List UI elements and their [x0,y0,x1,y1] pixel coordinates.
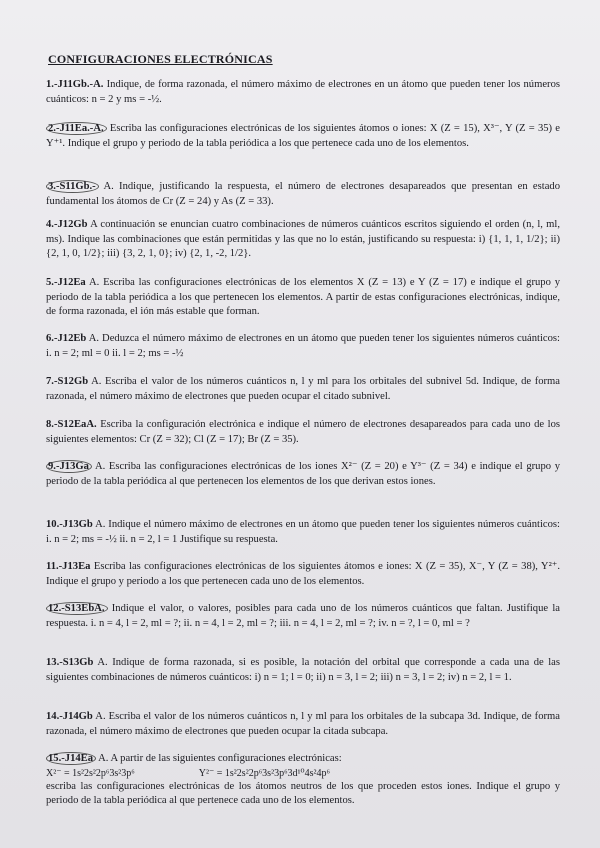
exercise-text: Escriba las configuraciones electrónicas de los siguientes átomos e iones: X (Z = 35), X⁻, Y (Z = 38), Y²⁺. Indique el grupo y periodo a los que pertenecen cada uno de los elementos. [46,561,561,587]
formula-x: X²⁻ = 1s²2s²2p⁶3s²3p⁶ [46,767,135,779]
exercise-text: Indique, de forma razonada, el número máximo de electrones en un átomo que pueden tener los números cuánticos: n = 2 y ms = -½. [46,79,560,105]
exercise-2 [46,122,560,151]
exercise-code: 10.-J13Gb [46,519,93,530]
exercise-text: Escriba las configuraciones electrónicas de los siguientes átomos o iones: X (Z = 15), X³⁻, Y (Z = 35) e Y⁺¹. Indique el grupo y periodo de la tabla periódica a los que pertenece cada uno de los elementos. [46,123,560,149]
exercise-code: 7.-S12Gb [46,376,89,387]
exercise-code: 6.-J12Eb [46,333,87,344]
exercise-text: A continuación se enuncian cuatro combinaciones de números cuánticos escritos siguiendo el orden (n, l, ml, ms). Indique las combinaciones que están permitidas y las que no lo están, justificando su respuesta: i) {1, 1, 1, 1/2}; ii) {2, 1, 0, 1/2}; iii) {3, 2, 1, 0}; iv) {2, 1, -2, 1/2}. [46,219,560,260]
exercise-code: 2.-J11Ea.-A. [46,122,107,135]
exercise-text: A. Indique de forma razonada, si es posible, la notación del orbital que corresponde a cada una de las siguientes combinaciones de números cuánticos: i) n = 1; l = 0; ii) n = 3, l = 2; iii) n = 3, l = 2; iv) n = 2, l = 1. [46,657,560,683]
formula-line [46,767,560,780]
exercise-text: A. Escriba el valor de los números cuánticos n, l y ml para los orbitales de la subcapa 3d. Indique, de forma razonada, el número máximo de electrones que pueden ocupar la citada subcapa. [46,711,560,737]
exercise-4 [46,218,560,262]
exercise-code: 8.-S12EaA. [46,419,97,430]
exercise-text: A. Escriba el valor de los números cuánticos n, l y ml para los orbitales del subnivel 5d. Indique, de forma razonada, el número máximo de electrones que pueden ocupar el citado subnivel. [46,376,560,402]
exercise-code: 3.-S11Gb.- [46,180,99,193]
exercise-code: 4.-J12Gb [46,219,88,230]
page-title: CONFIGURACIONES ELECTRÓNICAS [48,52,273,66]
exercise-code: 12.-S13EbA. [46,602,108,615]
exercise-text: Escriba la configuración electrónica e indique el número de electrones desapareados para cada uno de los siguientes elementos: Cr (Z = 32); Cl (Z = 17); Br (Z = 35). [46,419,560,445]
exercise-code: 14.-J14Gb [46,711,93,722]
exercise-text: Indique el valor, o valores, posibles para cada uno de los números cuánticos que faltan. Justifique la respuesta. i. n = 4, l = 2, ml = ?; ii. n = 4, l = 2, ml = ?; iii. n = 4, l = 2, ml = ?; iv. n = ?, l = 0, ml = ? [46,603,560,629]
exercise-code: 13.-S13Gb [46,657,94,668]
exercise-11 [46,560,560,589]
exercise-6 [46,332,560,361]
exercise-1 [46,78,560,107]
exercise-15 [46,752,560,809]
exercise-text: A. Indique, justificando la respuesta, el número de electrones desapareados que presentan en estado fundamental los átomos de Cr (Z = 24) y As (Z = 33). [46,181,560,207]
exercise-9 [46,460,560,489]
exercise-code: 9.-J13Ga [46,460,92,473]
formula-y: Y²⁻ = 1s²2s²2p⁶3s²3p⁶3d¹⁰4s²4p⁶ [198,767,330,779]
exercise-7 [46,375,560,404]
exercise-3 [46,180,560,209]
exercise-code: 5.-J12Ea [46,277,86,288]
exercise-text-after: escriba las configuraciones electrónicas de los átomos neutros de los que proceden estos iones. Indique el grupo y periodo de la tabla periódica al que pertenece cada uno de los elementos. [46,780,560,807]
exercise-code: 15.-J14Ea [46,752,96,765]
exercise-text: A. Escriba las configuraciones electrónicas de los elementos X (Z = 13) e Y (Z = 17) e indique el grupo y periodo de la tabla periódica a los que pertenecen los elementos. A partir de estas configuraciones electrónicas, indique, de forma razonada, el ión más estable que forman. [46,277,560,318]
exercise-text: A. Escriba las configuraciones electrónicas de los iones X²⁻ (Z = 20) e Y³⁻ (Z = 34) e indique el grupo y periodo de la tabla periódica al que pertenecen los elementos de los que derivan estos iones. [46,461,560,487]
exercise-code: 1.-J11Gb.-A. [46,79,104,90]
exercise-5 [46,276,560,320]
exercise-12 [46,602,560,631]
exercise-text: A. A partir de las siguientes configuraciones electrónicas: [98,753,342,764]
exercise-text: A. Deduzca el número máximo de electrones en un átomo que pueden tener los siguientes números cuánticos: i. n = 2; ml = 0 ii. l = 2; ms = -½ [46,333,560,359]
exercise-13 [46,656,560,685]
exercise-code: 11.-J13Ea [46,561,91,572]
exercise-14 [46,710,560,739]
exercise-text: A. Indique el número máximo de electrones en un átomo que pueden tener los siguientes números cuánticos: i. n = 2; ms = -½ ii. n = 2, l = 1 Justifique su respuesta. [46,519,560,545]
exercise-8 [46,418,560,447]
exercise-10 [46,518,560,547]
